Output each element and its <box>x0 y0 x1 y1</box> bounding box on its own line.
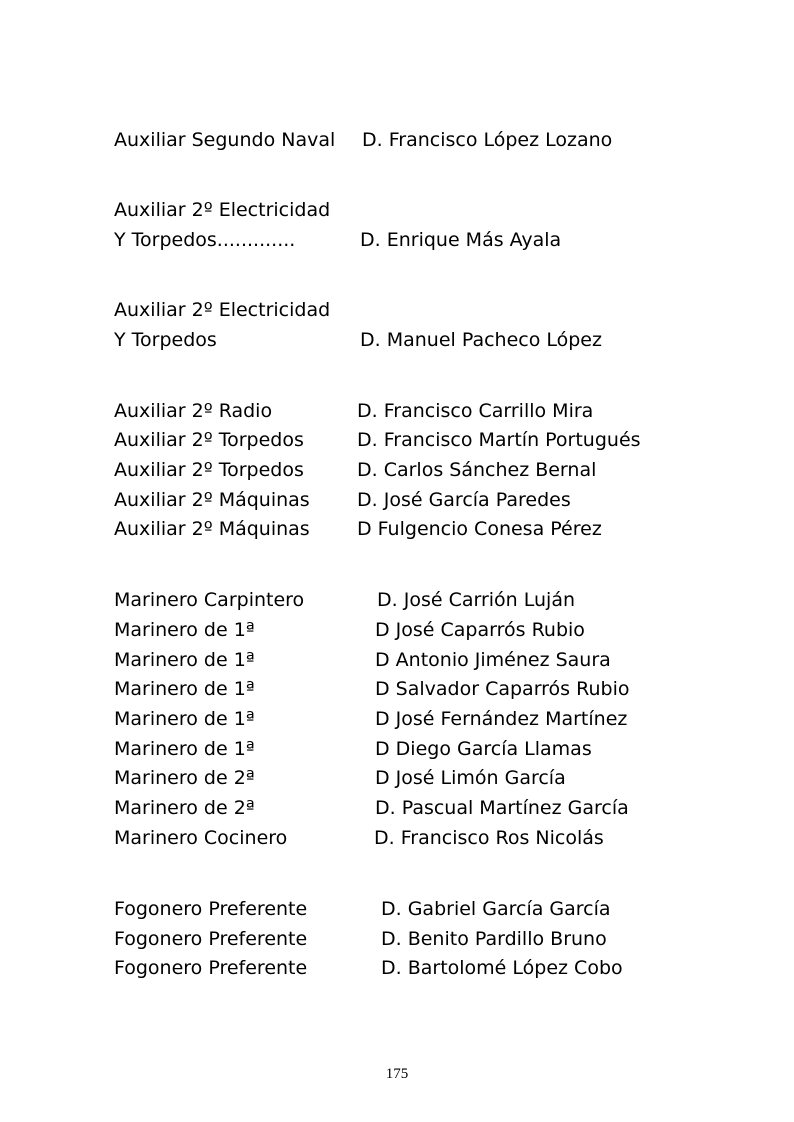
role-text: Auxiliar 2º Electricidad <box>114 299 331 321</box>
role-text: Fogonero Preferente <box>114 957 308 979</box>
role-text: Y Torpedos............. <box>114 229 296 251</box>
name-text: D. Francisco Ros Nicolás <box>374 827 604 849</box>
name-text: D. Gabriel García García <box>381 898 611 920</box>
name-text: D. Benito Pardillo Bruno <box>381 928 607 950</box>
name-text: D Fulgencio Conesa Pérez <box>357 518 602 540</box>
name-text: D Antonio Jiménez Saura <box>375 649 611 671</box>
name-text: D. Enrique Más Ayala <box>360 229 562 251</box>
role-text: Marinero de 2ª <box>114 797 255 819</box>
role-text: Marinero Carpintero <box>114 589 305 611</box>
role-text: Auxiliar 2º Electricidad <box>114 199 331 221</box>
role-text: Marinero Cocinero <box>114 827 288 849</box>
role-text: Fogonero Preferente <box>114 928 308 950</box>
name-text: D. Francisco López Lozano <box>362 129 613 151</box>
page-number: 175 <box>385 1066 409 1082</box>
name-text: D. Manuel Pacheco López <box>360 329 602 351</box>
role-text: Auxiliar 2º Radio <box>114 400 273 422</box>
name-text: D. Carlos Sánchez Bernal <box>357 459 597 481</box>
name-text: D Diego García Llamas <box>375 738 592 760</box>
role-text: Marinero de 1ª <box>114 678 255 700</box>
role-text: Marinero de 1ª <box>114 619 255 641</box>
name-text: D. Bartolomé López Cobo <box>381 957 623 979</box>
role-text: Y Torpedos <box>114 329 217 351</box>
name-text: D. Pascual Martínez García <box>375 797 629 819</box>
role-text: Fogonero Preferente <box>114 898 308 920</box>
role-text: Auxiliar 2º Torpedos <box>114 459 304 481</box>
role-text: Marinero de 1ª <box>114 738 255 760</box>
role-text: Marinero de 1ª <box>114 708 255 730</box>
role-text: Marinero de 2ª <box>114 767 255 789</box>
role-text: Auxiliar Segundo Naval <box>114 129 336 151</box>
name-text: D. Francisco Carrillo Mira <box>357 400 594 422</box>
name-text: D José Fernández Martínez <box>375 708 628 730</box>
role-text: Auxiliar 2º Torpedos <box>114 429 304 451</box>
name-text: D. José García Paredes <box>357 489 571 511</box>
name-text: D Salvador Caparrós Rubio <box>375 678 630 700</box>
name-text: D. José Carrión Luján <box>377 589 576 611</box>
role-text: Auxiliar 2º Máquinas <box>114 489 310 511</box>
name-text: D. Francisco Martín Portugués <box>357 429 641 451</box>
name-text: D José Caparrós Rubio <box>375 619 585 641</box>
name-text: D José Limón García <box>375 767 566 789</box>
role-text: Marinero de 1ª <box>114 649 255 671</box>
role-text: Auxiliar 2º Máquinas <box>114 518 310 540</box>
